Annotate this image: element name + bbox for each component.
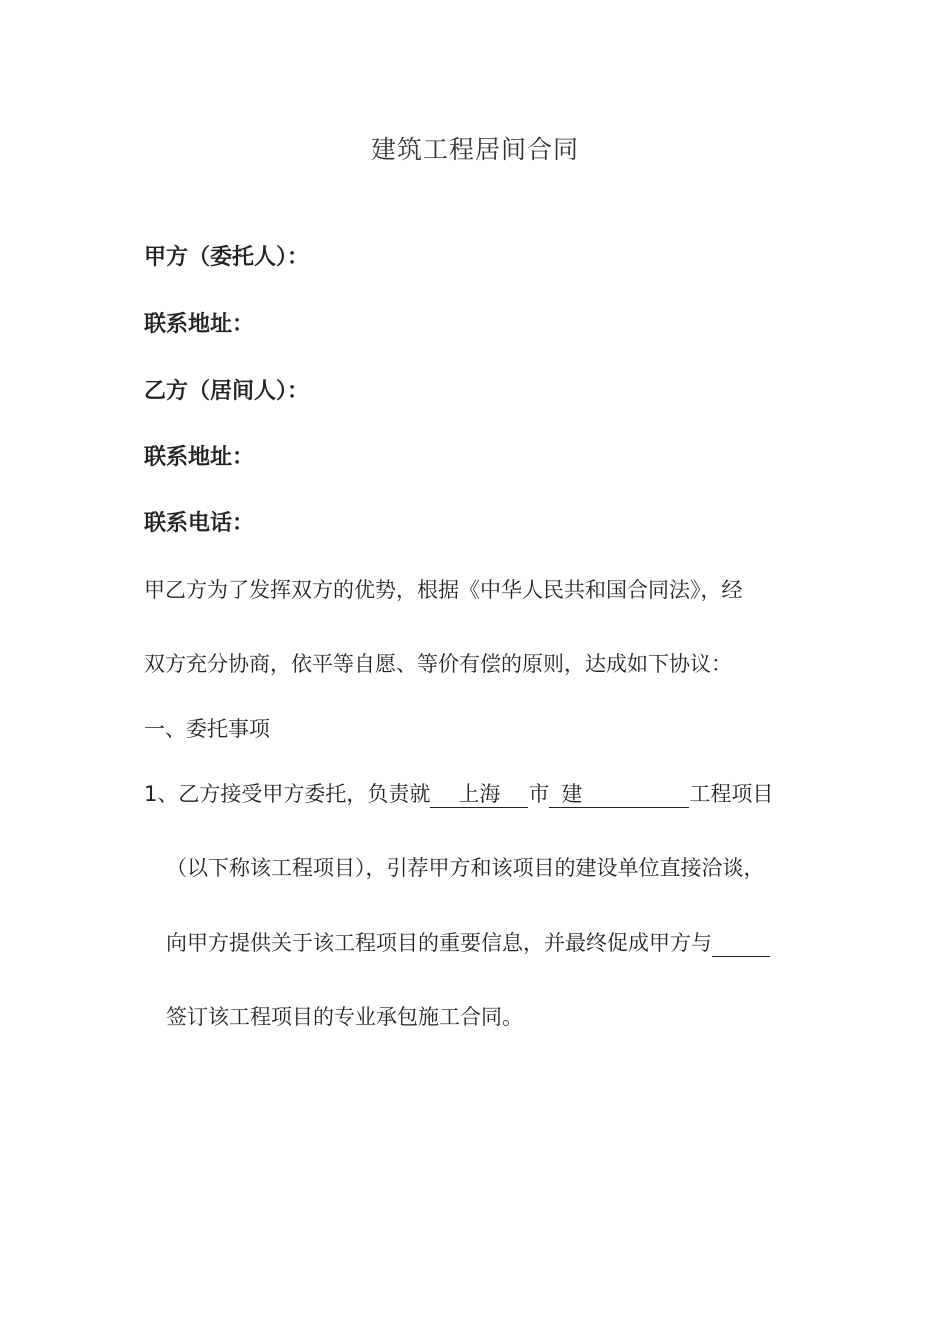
clause-1-line-4: 签订该工程项目的专业承包施工合同。 bbox=[166, 1005, 523, 1029]
section-heading: 一、委托事项 bbox=[144, 717, 270, 741]
document-title: 建筑工程居间合同 bbox=[370, 135, 579, 164]
project-blank-text: 建 bbox=[561, 782, 583, 806]
party-b-label: 乙方（居间人）： bbox=[144, 379, 310, 404]
clause-1-line-3 bbox=[166, 927, 770, 957]
city-suffix: 市 bbox=[528, 782, 550, 806]
clause-1-line-3-text: 向甲方提供关于该工程项目的重要信息，并最终促成甲方与 bbox=[166, 931, 712, 955]
phone-label: 联系电话： bbox=[144, 511, 255, 536]
preamble-line-1: 甲乙方为了发挥双方的优势，根据《中华人民共和国合同法》，经 bbox=[144, 578, 743, 602]
clause-1-line-2: （以下称该工程项目），引荐甲方和该项目的建设单位直接洽谈， bbox=[166, 856, 765, 880]
clause-1-line-1-end: 工程项目 bbox=[689, 782, 774, 806]
preamble-line-2: 双方充分协商，依平等自愿、等价有偿的原则，达成如下协议： bbox=[144, 652, 732, 676]
clause-1-prefix: 1、乙方接受甲方委托，负责就 bbox=[144, 782, 431, 806]
clause-1-line-1 bbox=[144, 778, 773, 808]
party-a-label: 甲方（委托人）： bbox=[144, 245, 310, 270]
party-b-address-label: 联系地址： bbox=[144, 445, 255, 470]
party-a-address-label: 联系地址： bbox=[144, 312, 255, 337]
project-blank bbox=[549, 782, 689, 808]
contractor-blank bbox=[712, 931, 770, 957]
city-blank: 上海 bbox=[430, 782, 528, 808]
